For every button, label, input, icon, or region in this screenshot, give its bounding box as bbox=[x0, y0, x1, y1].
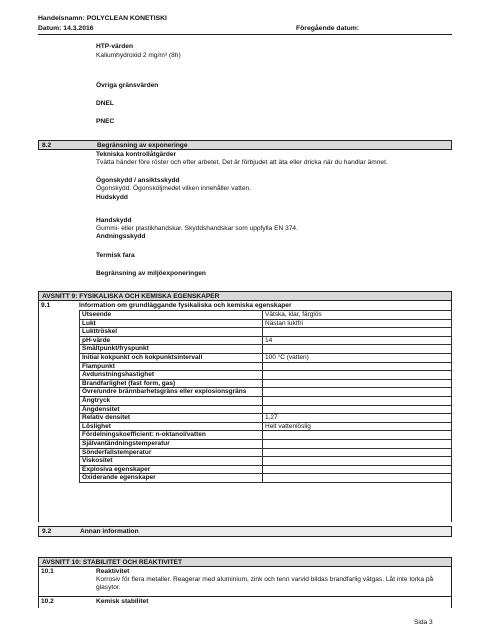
section-9-title: AVSNITT 9: FYSIKALISKA OCH KEMISKA EGENSKAPER bbox=[42, 293, 220, 300]
property-row bbox=[80, 379, 452, 388]
property-name: Ångdensitet bbox=[80, 405, 263, 414]
property-row bbox=[80, 388, 452, 397]
section-10-1-number: 10.1 bbox=[41, 568, 54, 575]
property-value bbox=[263, 379, 452, 388]
property-value bbox=[263, 431, 452, 440]
section-9-1-number: 9.1 bbox=[41, 302, 51, 309]
property-row bbox=[80, 396, 452, 405]
eye-protection-label: Ögonskydd / ansiktsskydd bbox=[96, 177, 180, 184]
hand-protection-label: Handskydd bbox=[96, 217, 132, 224]
ovriga-label: Övriga gränsvärden bbox=[96, 82, 159, 89]
property-row bbox=[80, 353, 452, 362]
property-row bbox=[80, 465, 452, 474]
property-row bbox=[80, 457, 452, 466]
property-row bbox=[80, 311, 452, 320]
property-name: Självantändningstemperatur bbox=[80, 439, 263, 448]
eye-protection-text: Ögonskydd. Ögonsköljmedel vilken innehåller vatten. bbox=[96, 185, 252, 192]
property-value: 1,27 bbox=[263, 414, 452, 423]
htp-value: Kaliumhydroxid 2 mg/m³ (8h) bbox=[96, 52, 181, 59]
dnel-label: DNEL bbox=[96, 100, 114, 107]
property-name: pH-värde bbox=[80, 336, 263, 345]
htp-label: HTP-värden bbox=[96, 43, 134, 50]
property-name: Initial kokpunkt och kokpunktsintervall bbox=[80, 353, 263, 362]
property-row bbox=[80, 422, 452, 431]
property-value bbox=[263, 465, 452, 474]
property-value bbox=[263, 362, 452, 371]
property-row bbox=[80, 405, 452, 414]
property-name: Ångtryck bbox=[80, 396, 263, 405]
section-9-1-title: Information om grundläggande fysikaliska och kemiska egenskaper bbox=[79, 302, 292, 309]
property-row bbox=[80, 336, 452, 345]
property-value bbox=[263, 474, 452, 483]
respiratory-label: Andningsskydd bbox=[96, 233, 146, 240]
property-name: Flampunkt bbox=[80, 362, 263, 371]
property-row bbox=[80, 474, 452, 483]
header-divider bbox=[38, 34, 452, 35]
property-value: Helt vattenlöslig bbox=[263, 422, 452, 431]
property-row bbox=[80, 328, 452, 337]
section-8-2-number: 8.2 bbox=[42, 142, 52, 149]
property-value bbox=[263, 448, 452, 457]
property-row bbox=[80, 414, 452, 423]
property-name: Lukt bbox=[80, 319, 263, 328]
property-value: Nästan luktfri bbox=[263, 319, 452, 328]
pnec-label: PNEC bbox=[96, 118, 115, 125]
page-number: Sida 3 bbox=[414, 619, 433, 626]
property-row bbox=[80, 371, 452, 380]
property-row bbox=[80, 319, 452, 328]
section-10-1-title: Reaktivitet bbox=[96, 568, 130, 575]
property-name: Explosiva egenskaper bbox=[80, 465, 263, 474]
section-9-2-number: 9.2 bbox=[42, 528, 52, 535]
skin-protection-label: Hudskydd bbox=[96, 194, 128, 201]
property-value bbox=[263, 371, 452, 380]
document-date: Datum: 14.3.2016 bbox=[38, 25, 94, 32]
section-9-2-header bbox=[38, 526, 452, 537]
property-value: Vätska, klar, färglös bbox=[263, 311, 452, 320]
property-name: Löslighet bbox=[80, 422, 263, 431]
section-10-2-title: Kemisk stabilitet bbox=[96, 598, 149, 605]
property-value bbox=[263, 439, 452, 448]
section-8-2-title: Begränsning av exponeringe bbox=[97, 142, 188, 149]
property-row bbox=[80, 345, 452, 354]
property-name: Avdunstningshastighet bbox=[80, 371, 263, 380]
tech-controls-text: Tvätta händer före röster och efter arbetet. Det är förbjudet att äta eller dricka när du handlar ämnet. bbox=[96, 159, 388, 166]
property-value: 14 bbox=[263, 336, 452, 345]
property-name: Sönderfallstemperatur bbox=[80, 448, 263, 457]
hand-protection-text: Gummi- eller plastikhandskar. Skyddshandskar som uppfylla EN 374. bbox=[96, 225, 298, 232]
property-name: Fördelningskoefficient: n-oktanol/vatten bbox=[80, 431, 263, 440]
property-value bbox=[263, 396, 452, 405]
section-10-2-number: 10.2 bbox=[41, 598, 54, 605]
property-name: Lukttröskel bbox=[80, 328, 263, 337]
property-name: Brandfarlighet (fast form, gas) bbox=[80, 379, 263, 388]
properties-table bbox=[79, 310, 452, 483]
section-10-2-divider bbox=[38, 596, 452, 597]
property-name: Relativ densitet bbox=[80, 414, 263, 423]
property-row bbox=[80, 431, 452, 440]
property-value: 100 °C (vatten) bbox=[263, 353, 452, 362]
property-name: Viskositet bbox=[80, 457, 263, 466]
property-value bbox=[263, 388, 452, 397]
property-name: Övre/undre brännbarhetsgräns eller explosionsgräns bbox=[80, 388, 263, 397]
environment-label: Begränsning av miljöexponeringen bbox=[96, 270, 206, 277]
section-8-2-header bbox=[38, 140, 452, 150]
section-9-2-title: Annan information bbox=[80, 528, 139, 535]
property-name: Oxiderande egenskaper bbox=[80, 474, 263, 483]
property-value bbox=[263, 405, 452, 414]
property-value bbox=[263, 457, 452, 466]
property-row bbox=[80, 439, 452, 448]
thermal-label: Termisk fara bbox=[96, 252, 135, 259]
property-row bbox=[80, 362, 452, 371]
tech-controls-label: Tekniska kontrollåtgärder bbox=[96, 151, 177, 158]
trade-name: Handelsnamn: POLYCLEAN KONETISKI bbox=[38, 15, 167, 22]
previous-date: Föregående datum: bbox=[296, 25, 360, 32]
section-10-title: AVSNITT 10: STABILITET OCH REAKTIVITET bbox=[42, 559, 183, 566]
property-value bbox=[263, 345, 452, 354]
property-name: Utseende bbox=[80, 311, 263, 320]
section-10-1-text: Korrosiv för flera metaller. Reagerar med aluminium, zink och tenn varvid bildas brandfarlig vätgas. Låt inte torka på glasytor. bbox=[96, 576, 434, 591]
property-name: Smältpunkt/fryspunkt bbox=[80, 345, 263, 354]
property-row bbox=[80, 448, 452, 457]
property-value bbox=[263, 328, 452, 337]
